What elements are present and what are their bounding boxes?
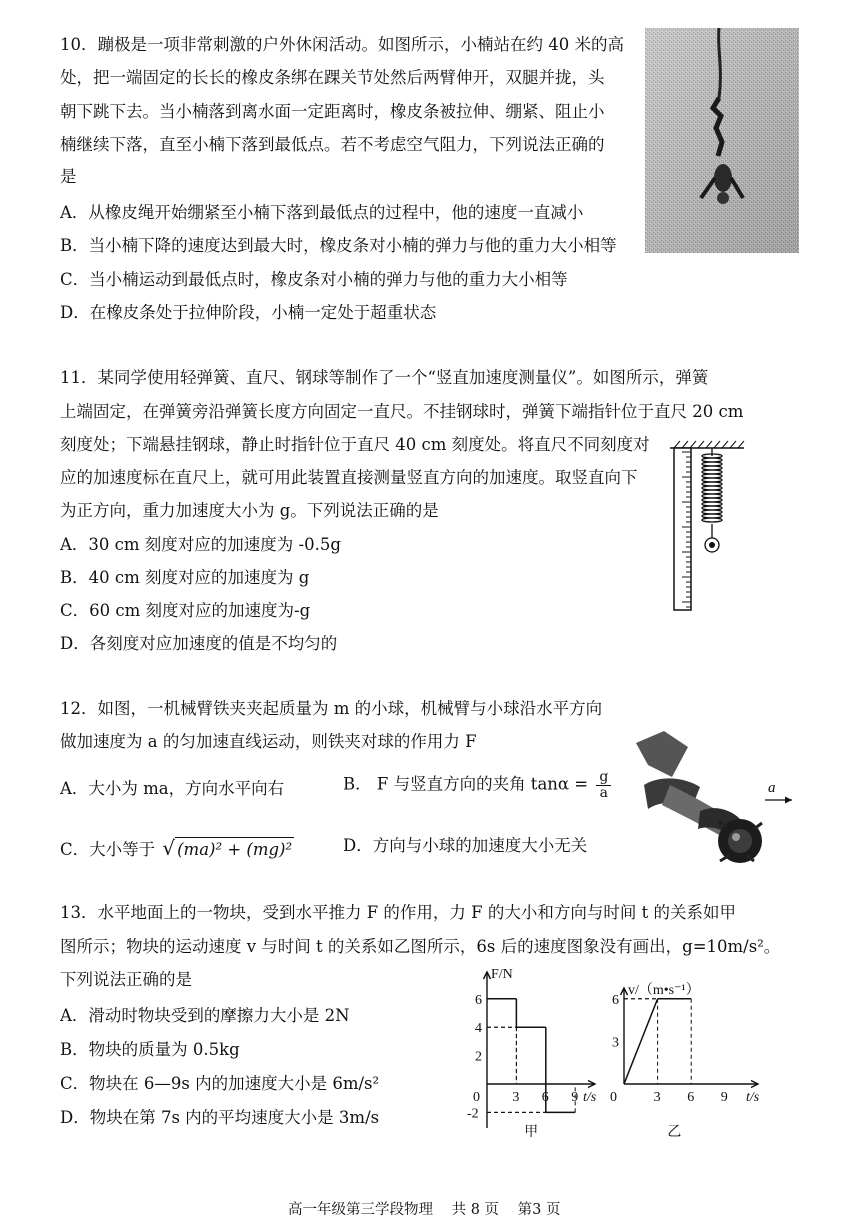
q13-line-1: 13．水平地面上的一物块，受到水平推力 F 的作用，力 F 的大小和方向与时间 t 的关系如甲	[60, 903, 736, 922]
q12-option-b-numerator: g	[596, 770, 611, 786]
footer-total-pages: 共 8 页	[451, 1202, 500, 1218]
y-tick-label: 6	[475, 992, 482, 1008]
q12-option-c-text: C．大小等于	[60, 840, 156, 859]
x-tick-label: 3	[653, 1090, 661, 1105]
q12-option-a: A．大小为 ma，方向水平向右	[60, 779, 285, 798]
q11-line-5: 为正方向，重力加速度大小为 g。下列说法正确的是	[60, 501, 439, 520]
q13-line-3: 下列说法正确的是	[60, 970, 192, 989]
series-segment	[624, 999, 658, 1084]
q13-option-b: B．物块的质量为 0.5kg	[60, 1040, 240, 1059]
y-tick-label: -2	[467, 1106, 479, 1122]
sqrt-icon: √	[162, 836, 176, 860]
q12-option-c-expression: (ma)² + (mg)²	[175, 837, 294, 859]
chart-caption: 乙	[667, 1125, 682, 1140]
q11-option-b: B．40 cm 刻度对应的加速度为 g	[60, 568, 310, 587]
x-tick-label: 6	[541, 1090, 549, 1105]
x-tick-label: 9	[571, 1090, 579, 1105]
x-tick-label: 3	[512, 1090, 520, 1105]
x-tick-label: 0	[610, 1090, 617, 1105]
q10-line-5: 是	[60, 167, 77, 186]
velocity-time-chart	[608, 968, 783, 1143]
footer-subject: 高一年级第三学段物理	[288, 1202, 433, 1218]
q13-option-c: C．物块在 6—9s 内的加速度大小是 6m/s²	[60, 1074, 380, 1093]
footer	[288, 1198, 561, 1219]
x-tick-label: 6	[687, 1090, 695, 1105]
y-tick-label: 3	[612, 1035, 619, 1051]
robot-arm-photo	[630, 725, 798, 873]
x-axis-label: t/s	[746, 1090, 760, 1105]
force-time-chart	[445, 968, 615, 1143]
q10-option-b: B．当小楠下降的速度达到最大时，橡皮条对小楠的弹力与他的重力大小相等	[60, 236, 617, 255]
q11-line-3: 刻度处；下端悬挂钢球，静止时指针位于直尺 40 cm 刻度处。将直尺不同刻度对	[60, 435, 650, 454]
q13-option-a: A．滑动时物块受到的摩擦力大小是 2N	[60, 1006, 350, 1025]
q11-option-d: D．各刻度对应加速度的值是不均匀的	[60, 634, 338, 653]
q12-option-b-denominator: a	[599, 784, 609, 801]
q12-option-d: D．方向与小球的加速度大小无关	[343, 836, 588, 855]
q11-line-4: 应的加速度标在直尺上，就可用此装置直接测量竖直方向的加速度。取竖直向下	[60, 468, 638, 487]
x-tick-label: 9	[720, 1090, 728, 1105]
spring-coil	[702, 518, 722, 522]
q12-option-b	[343, 770, 611, 800]
q11-option-c: C．60 cm 刻度对应的加速度为-g	[60, 601, 311, 620]
q12-option-c	[60, 838, 294, 859]
q10-line-4: 楠继续下落，直至小楠下落到最低点。若不考虑空气阻力，下列说法正确的	[60, 135, 605, 154]
q11-line-2: 上端固定，在弹簧旁沿弹簧长度方向固定一直尺。不挂钢球时，弹簧下端指针位于直尺 20 cm	[60, 402, 744, 421]
q10-option-d: D．在橡皮条处于拉伸阶段，小楠一定处于超重状态	[60, 303, 437, 322]
q12-option-b-text: B． F 与竖直方向的夹角 tanα =	[343, 774, 589, 794]
q13-option-d: D．物块在第 7s 内的平均速度大小是 3m/s	[60, 1108, 380, 1127]
q13-line-2: 图所示；物块的运动速度 v 与时间 t 的关系如乙图所示，6s 后的速度图象没有画出，g=10m/s²。	[60, 937, 781, 956]
chart-caption: 甲	[524, 1125, 539, 1140]
y-axis-label: v/（m•s⁻¹）	[628, 983, 700, 998]
spring-ruler-figure	[668, 438, 746, 614]
q12-line-2: 做加速度为 a 的匀加速直线运动，则铁夹对球的作用力 F	[60, 732, 477, 751]
q10-line-2: 处，把一端固定的长长的橡皮条绑在踝关节处然后两臂伸开，双腿并拢，头	[60, 68, 605, 87]
q10-line-1: 10．蹦极是一项非常刺激的户外休闲活动。如图所示，小楠站在约 40 米的高	[60, 35, 624, 54]
y-axis-label: F/N	[491, 968, 513, 982]
q12-line-1: 12．如图，一机械臂铁夹夹起质量为 m 的小球，机械臂与小球沿水平方向	[60, 699, 603, 718]
q10-line-3: 朝下跳下去。当小楠落到离水面一定距离时，橡皮条被拉伸、绷紧、阻止小	[60, 102, 605, 121]
x-tick-label: 0	[473, 1090, 480, 1105]
x-axis-label: t/s	[583, 1090, 597, 1105]
q12-option-b-fraction	[596, 770, 611, 800]
acceleration-label: a	[768, 780, 776, 796]
q10-option-a: A．从橡皮绳开始绷紧至小楠下落到最低点的过程中，他的速度一直减小	[60, 203, 584, 222]
q11-line-1: 11．某同学使用轻弹簧、直尺、钢球等制作了一个“竖直加速度测量仪”。如图所示，弹簧	[60, 368, 709, 387]
y-tick-label: 4	[475, 1021, 482, 1037]
q10-option-c: C．当小楠运动到最低点时，橡皮条对小楠的弹力与他的重力大小相等	[60, 270, 568, 289]
bungee-photo	[645, 28, 799, 253]
q11-option-a: A．30 cm 刻度对应的加速度为 -0.5g	[60, 535, 341, 554]
y-tick-label: 2	[475, 1049, 482, 1065]
footer-page-number: 第3 页	[517, 1202, 561, 1218]
y-tick-label: 6	[612, 992, 619, 1008]
